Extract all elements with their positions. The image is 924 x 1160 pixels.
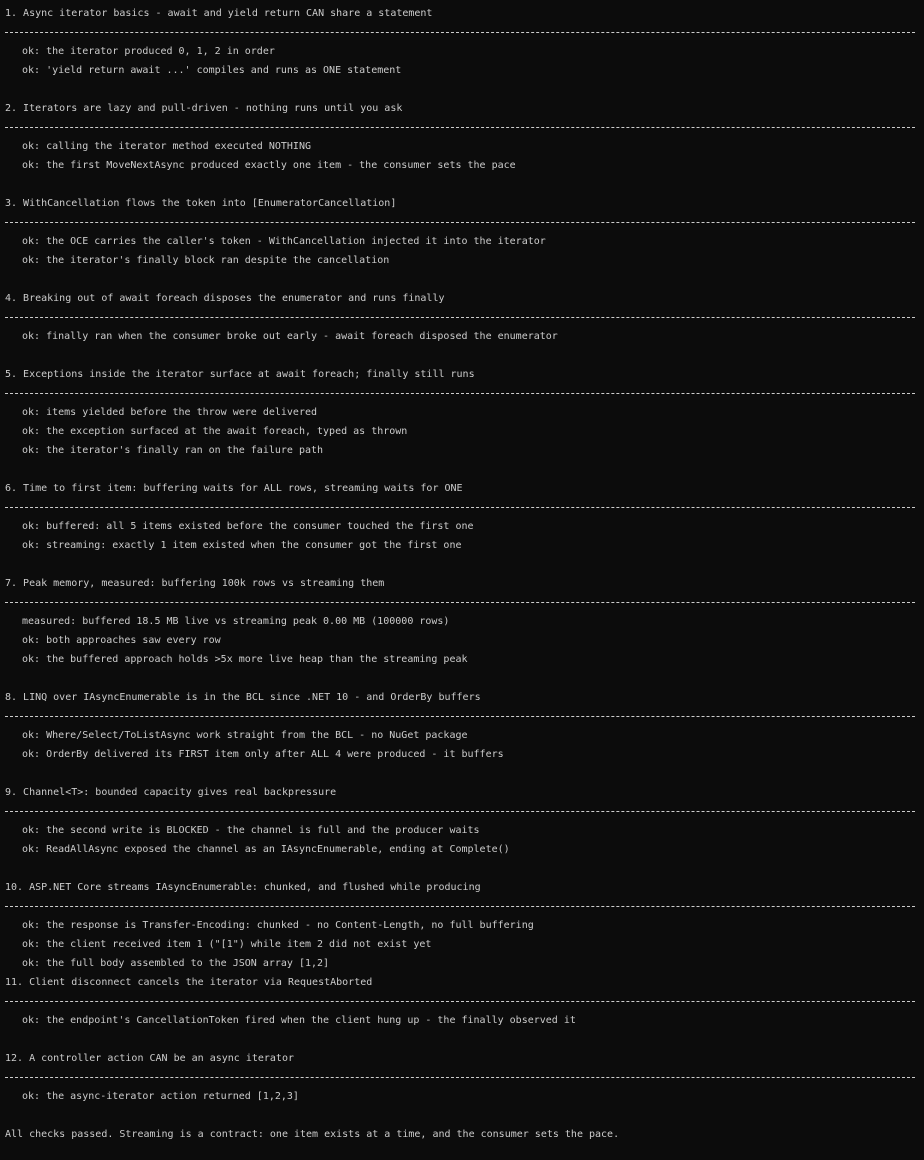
section-divider bbox=[5, 118, 915, 137]
result-line: ok: ReadAllAsync exposed the channel as an IAsyncEnumerable, ending at Complete() bbox=[22, 844, 510, 855]
test-section bbox=[5, 574, 924, 688]
result-line: ok: finally ran when the consumer broke out early - await foreach disposed the enumerator bbox=[22, 331, 558, 342]
section-title: 5. Exceptions inside the iterator surface at await foreach; finally still runs bbox=[5, 369, 475, 380]
result-line: ok: the iterator's finally ran on the failure path bbox=[22, 445, 324, 456]
section-title: 12. A controller action CAN be an async iterator bbox=[5, 1053, 294, 1064]
test-section bbox=[5, 783, 924, 878]
section-title: 8. LINQ over IAsyncEnumerable is in the BCL since .NET 10 - and OrderBy buffers bbox=[5, 692, 481, 703]
result-line: ok: the second write is BLOCKED - the channel is full and the producer waits bbox=[22, 825, 480, 836]
blank-line bbox=[5, 175, 924, 194]
result-lines bbox=[5, 327, 924, 346]
result-line: ok: the full body assembled to the JSON array [1,2] bbox=[22, 958, 330, 969]
blank-line bbox=[5, 1030, 924, 1049]
result-lines bbox=[5, 1011, 924, 1030]
result-line: ok: calling the iterator method executed NOTHING bbox=[22, 141, 311, 152]
section-title: 10. ASP.NET Core streams IAsyncEnumerable: chunked, and flushed while producing bbox=[5, 882, 481, 893]
result-line: ok: buffered: all 5 items existed before the consumer touched the first one bbox=[22, 521, 474, 532]
section-divider bbox=[5, 1068, 915, 1087]
result-line: ok: 'yield return await ...' compiles and runs as ONE statement bbox=[22, 65, 402, 76]
section-title: 11. Client disconnect cancels the iterator via RequestAborted bbox=[5, 977, 373, 988]
result-line: ok: the buffered approach holds >5x more live heap than the streaming peak bbox=[22, 654, 468, 665]
test-section bbox=[5, 365, 924, 479]
section-divider bbox=[5, 384, 915, 403]
section-divider bbox=[5, 897, 915, 916]
result-lines bbox=[5, 403, 924, 460]
result-line: ok: the client received item 1 ("[1") while item 2 did not exist yet bbox=[22, 939, 432, 950]
section-title: 9. Channel<T>: bounded capacity gives real backpressure bbox=[5, 787, 337, 798]
result-line: ok: OrderBy delivered its FIRST item only after ALL 4 were produced - it buffers bbox=[22, 749, 504, 760]
result-lines bbox=[5, 726, 924, 764]
result-line: ok: Where/Select/ToListAsync work straight from the BCL - no NuGet package bbox=[22, 730, 468, 741]
test-section bbox=[5, 194, 924, 289]
result-lines bbox=[5, 137, 924, 175]
blank-line bbox=[5, 270, 924, 289]
blank-line bbox=[5, 1106, 924, 1125]
blank-line bbox=[5, 346, 924, 365]
test-section bbox=[5, 479, 924, 574]
result-lines bbox=[5, 517, 924, 555]
result-line: measured: buffered 18.5 MB live vs streaming peak 0.00 MB (100000 rows) bbox=[22, 616, 450, 627]
section-divider bbox=[5, 707, 915, 726]
result-line: ok: the response is Transfer-Encoding: chunked - no Content-Length, no full buffering bbox=[22, 920, 534, 931]
blank-line bbox=[5, 764, 924, 783]
blank-line bbox=[5, 80, 924, 99]
section-divider bbox=[5, 213, 915, 232]
blank-line bbox=[5, 555, 924, 574]
section-title: 6. Time to first item: buffering waits for ALL rows, streaming waits for ONE bbox=[5, 483, 463, 494]
section-divider bbox=[5, 992, 915, 1011]
section-title: 1. Async iterator basics - await and yield return CAN share a statement bbox=[5, 8, 433, 19]
section-divider bbox=[5, 802, 915, 821]
test-section bbox=[5, 878, 924, 973]
result-lines bbox=[5, 916, 924, 973]
result-line: ok: the endpoint's CancellationToken fired when the client hung up - the finally observed it bbox=[22, 1015, 576, 1026]
section-title: 2. Iterators are lazy and pull-driven - nothing runs until you ask bbox=[5, 103, 403, 114]
result-line: ok: the async-iterator action returned [1,2,3] bbox=[22, 1091, 299, 1102]
section-title: 7. Peak memory, measured: buffering 100k rows vs streaming them bbox=[5, 578, 385, 589]
section-divider bbox=[5, 593, 915, 612]
result-line: ok: the iterator produced 0, 1, 2 in order bbox=[22, 46, 275, 57]
result-line: ok: the iterator's finally block ran despite the cancellation bbox=[22, 255, 390, 266]
summary-line: All checks passed. Streaming is a contract: one item exists at a time, and the consumer sets the pace. bbox=[5, 1129, 620, 1140]
result-line: ok: the exception surfaced at the await foreach, typed as thrown bbox=[22, 426, 408, 437]
result-line: ok: both approaches saw every row bbox=[22, 635, 221, 646]
test-section bbox=[5, 4, 924, 99]
blank-line bbox=[5, 460, 924, 479]
result-lines bbox=[5, 1087, 924, 1106]
section-divider bbox=[5, 498, 915, 517]
blank-line bbox=[5, 859, 924, 878]
section-divider bbox=[5, 23, 915, 42]
result-line: ok: streaming: exactly 1 item existed when the consumer got the first one bbox=[22, 540, 462, 551]
test-section bbox=[5, 99, 924, 194]
result-lines bbox=[5, 821, 924, 859]
result-line: ok: the first MoveNextAsync produced exactly one item - the consumer sets the pace bbox=[22, 160, 516, 171]
section-divider bbox=[5, 308, 915, 327]
section-title: 4. Breaking out of await foreach disposes the enumerator and runs finally bbox=[5, 293, 445, 304]
test-section bbox=[5, 1049, 924, 1125]
result-lines bbox=[5, 612, 924, 669]
result-line: ok: the OCE carries the caller's token - WithCancellation injected it into the iterator bbox=[22, 236, 546, 247]
test-section bbox=[5, 973, 924, 1049]
result-lines bbox=[5, 232, 924, 270]
result-line: ok: items yielded before the throw were delivered bbox=[22, 407, 318, 418]
test-section bbox=[5, 688, 924, 783]
section-title: 3. WithCancellation flows the token into [EnumeratorCancellation] bbox=[5, 198, 397, 209]
test-section bbox=[5, 289, 924, 365]
result-lines bbox=[5, 42, 924, 80]
blank-line bbox=[5, 669, 924, 688]
